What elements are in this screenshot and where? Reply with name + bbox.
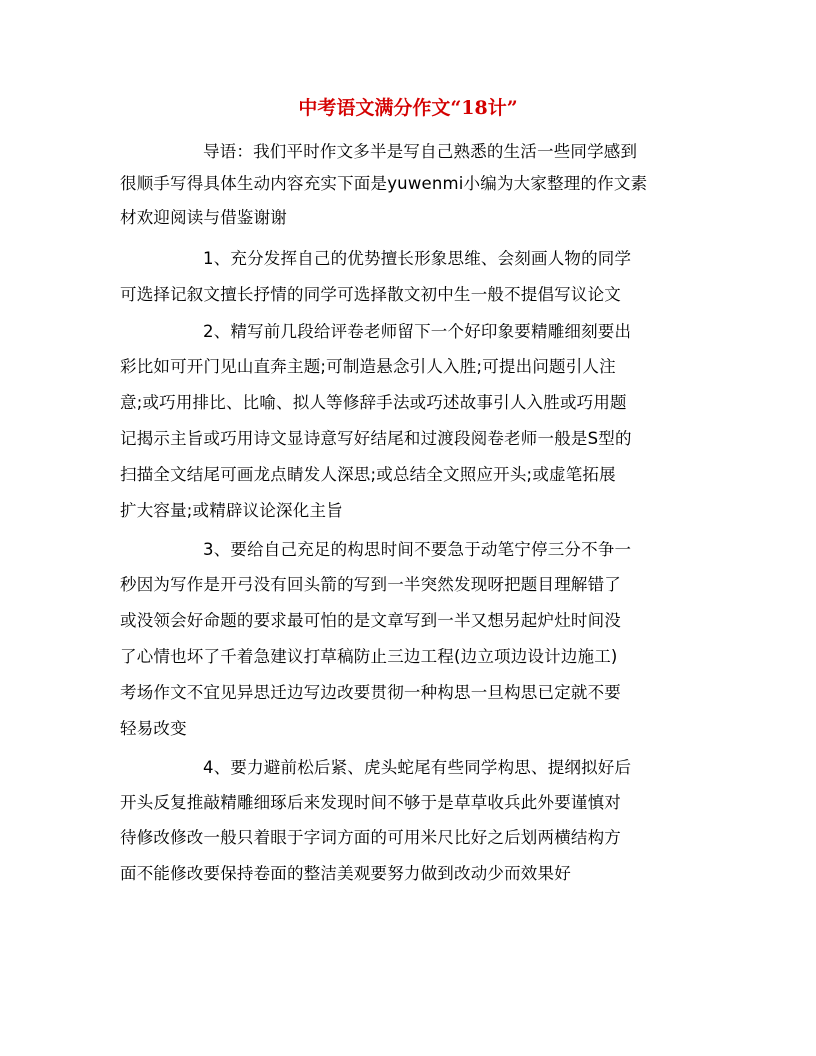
text-line: 秒因为写作是开弓没有回头箭的写到一半突然发现呀把题目理解错了 <box>120 575 621 594</box>
text-line: 意;或巧用排比、比喻、拟人等修辞手法或巧述故事引人入胜或巧用题 <box>120 393 627 412</box>
text-line: 彩比如可开门见山直奔主题;可制造悬念引人入胜;可提出问题引人注 <box>120 357 616 376</box>
text-line: 扩大容量;或精辟议论深化主旨 <box>120 501 343 520</box>
text-line: 导语：我们平时作文多半是写自己熟悉的生活一些同学感到 <box>203 142 638 161</box>
text-line: 1、充分发挥自己的优势擅长形象思维、会刻画人物的同学 <box>203 249 632 268</box>
text-line: 了心情也坏了千着急建议打草稿防止三边工程(边立项边设计边施工) <box>120 647 618 666</box>
text-line: 材欢迎阅读与借鉴谢谢 <box>120 208 287 227</box>
text-line: 考场作文不宜见异思迁边写边改要贯彻一种构思一旦构思已定就不要 <box>120 683 621 702</box>
text-line: 轻易改变 <box>120 719 187 738</box>
text-line: 待修改修改一般只着眼于字词方面的可用米尺比好之后划两横结构方 <box>120 828 621 847</box>
text-line: 4、要力避前松后紧、虎头蛇尾有些同学构思、提纲拟好后 <box>203 758 632 777</box>
text-line: 面不能修改要保持卷面的整洁美观要努力做到改动少而效果好 <box>120 864 571 883</box>
text-line: 记揭示主旨或巧用诗文显诗意写好结尾和过渡段阅卷老师一般是S型的 <box>120 429 632 448</box>
text-line: 可选择记叙文擅长抒情的同学可选择散文初中生一般不提倡写议论文 <box>120 285 621 304</box>
text-line: 或没领会好命题的要求最可怕的是文章写到一半又想另起炉灶时间没 <box>120 611 621 630</box>
text-line: 开头反复推敲精雕细琢后来发现时间不够于是草草收兵此外要谨慎对 <box>120 793 621 812</box>
document-title: 中考语文满分作文“18计” <box>298 97 518 119</box>
text-line: 2、精写前几段给评卷老师留下一个好印象要精雕细刻要出 <box>203 322 632 341</box>
text-line: 扫描全文结尾可画龙点睛发人深思;或总结全文照应开头;或虚笔拓展 <box>120 465 616 484</box>
text-line: 很顺手写得具体生动内容充实下面是yuwenmi小编为大家整理的作文素 <box>120 174 648 193</box>
text-line: 3、要给自己充足的构思时间不要急于动笔宁停三分不争一 <box>203 540 632 559</box>
